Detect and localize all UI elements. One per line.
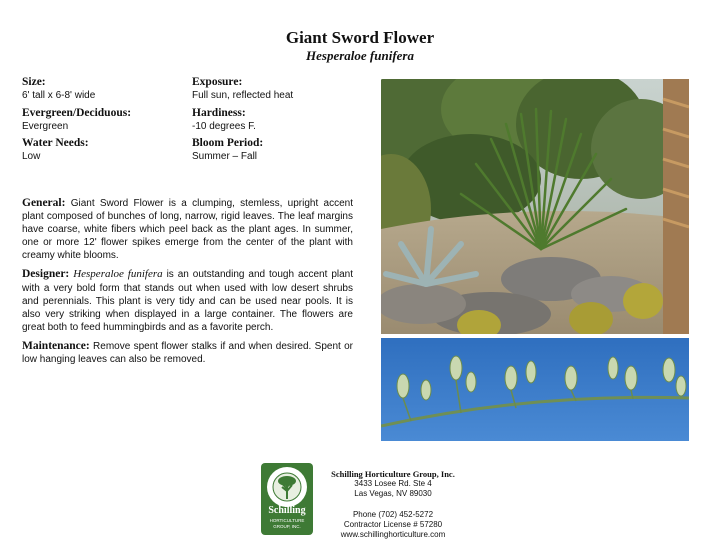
garden-photo: [381, 79, 689, 334]
designer-label: Designer:: [22, 268, 70, 281]
designer-text: is an outstanding and tough accent plant with a very bold form that stands out when used with low desert shrubs and perennials. This plant is very tidy and can be used near pools. It is also very striking when displayed in a large container. The flowers are great both to feed hummingbirds and as a favorite perch.: [22, 269, 354, 333]
fact-exposure: [192, 76, 357, 102]
fact-label: Evergreen/Deciduous:: [22, 107, 132, 119]
logo-line2: GROUP, INC.: [273, 524, 301, 529]
fact-size: [22, 76, 187, 102]
company-name: Schilling Horticulture Group, Inc.: [331, 469, 455, 479]
logo-line1: HORTICULTURE: [269, 518, 305, 523]
plant-common-name: Giant Sword Flower: [285, 28, 435, 47]
maintenance-label: Maintenance:: [22, 339, 90, 352]
garden-photo-graphic: [381, 79, 689, 334]
designer-paragraph: [22, 268, 353, 333]
address-line-2: Las Vegas, NV 89030: [354, 489, 432, 499]
description: [22, 197, 353, 372]
fact-value: Full sun, reflected heat: [192, 90, 294, 101]
logo-graphic: [261, 463, 313, 535]
flower-spike-graphic: [381, 338, 689, 441]
fact-hardiness: [192, 107, 357, 133]
general-label: General:: [22, 197, 66, 209]
maintenance-text: Remove spent flower stalks if and when desired. Spent or low hanging leaves can also be removed.: [22, 340, 353, 366]
fact-evergreen: [22, 107, 187, 133]
fact-water: [22, 137, 187, 163]
fact-value: Summer – Fall: [192, 151, 258, 162]
fact-value: 6' tall x 6-8' wide: [22, 90, 96, 101]
fact-value: -10 degrees F.: [192, 121, 256, 132]
fact-label: Hardiness:: [192, 107, 246, 119]
address-line-1: 3433 Losee Rd. Ste 4: [354, 479, 432, 489]
general-paragraph: [22, 197, 353, 262]
designer-species: Hesperaloe funifera: [73, 268, 163, 281]
fact-label: Water Needs:: [22, 137, 89, 149]
fact-value: Evergreen: [22, 121, 69, 132]
fact-label: Size:: [22, 76, 46, 88]
company-contact: [318, 469, 468, 540]
fact-bloom: [192, 137, 357, 163]
general-text: Giant Sword Flower is a clumping, stemless, upright accent plant composed of bunches of long, narrow, rigid leaves. The leaf margins have coarse, white fibers which peel back as the plant ages. In summer, one or more 12' flower spikes emerge from the center of the plant with creamy white blooms.: [22, 198, 353, 262]
fact-value: Low: [22, 151, 41, 162]
phone-number: Phone (702) 452-5272: [352, 509, 434, 519]
plant-botanical-name: Hesperaloe funifera: [306, 48, 414, 63]
company-logo: [261, 463, 313, 535]
fact-label: Bloom Period:: [192, 137, 264, 149]
maintenance-paragraph: [22, 340, 353, 366]
contractor-license: Contractor License # 57280: [343, 519, 443, 529]
website-link[interactable]: www.schillinghorticulture.com: [340, 530, 446, 540]
logo-name: Schilling: [268, 505, 306, 516]
flower-spike-photo: [381, 338, 689, 441]
fact-label: Exposure:: [192, 76, 243, 88]
